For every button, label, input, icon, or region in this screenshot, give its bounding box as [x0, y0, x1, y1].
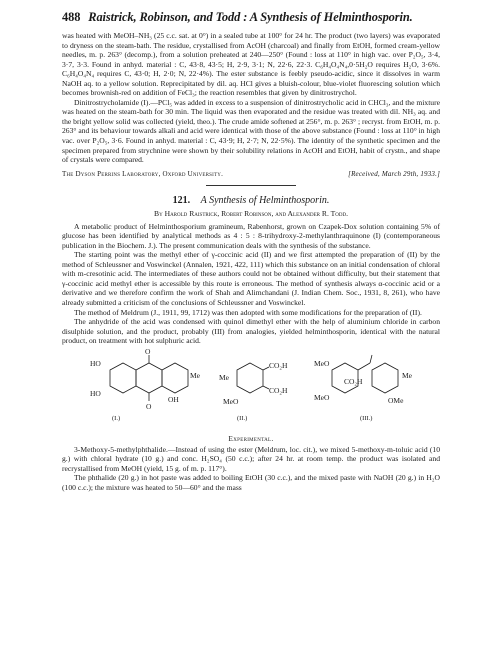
paragraph: The starting point was the methyl ether of γ-coccinic acid (II) and we first attempted the preparation of (II) by the method of Schleussner and Voswinckel (Annalen, 1921, 422, 111) which this substance on an initial condensation of chloral with m-cresotinic acid. The intermediates of these authors could not be obtained without difficulty, but their statement that γ-coccinic acid methyl ether is accessible by this route is erroneous. The method of synthesis always α-coccinic acid or a derivative and we therefore confirm the work of Shah and Alimchandani (J. Indian Chem. Soc., 1931, 8, 261), who have already submitted a criticism of the conclusions of Schleussner and Voswinckel. — [62, 250, 440, 308]
paragraph: The anhydride of the acid was condensed with quinol dimethyl ether with the help of aluminium chloride in carbon disulphide solution, and the product, probably (III) from analogies, yielded helminthosporin, identical with the natural product, on treatment with hot sulphuric acid. — [62, 317, 440, 346]
paragraph: The method of Meldrum (J., 1911, 99, 1712) was then adopted with some modifications for the preparation of (II). — [74, 307, 422, 317]
formula-ii-top: CO₂H — [269, 360, 288, 370]
formula-iii-label: (III.) — [360, 414, 373, 422]
paragraph: 3-Methoxy-5-methylphthalide.—Instead of using the ester (Meldrum, loc. cit.), we mixed 5-methoxy-m-toluic acid (10 g.) with chloral hydrate (10 g.) and conc. H₂SO₄ (50 c.c.); after 24 hr. at room temp. the product was isolated and recrystallised from MeOH (yield, 15 g. of m. p. 117°). — [62, 444, 440, 473]
formula-iii-bottom-right: OMe — [388, 395, 404, 405]
formula-ii-left: Me — [219, 372, 229, 382]
laboratory-name: The Dyson Perrins Laboratory, Oxford University. — [62, 169, 224, 178]
journal-page — [62, 10, 440, 493]
formula-i-bottom-right: OH — [168, 394, 179, 404]
formula-i-top-o: O — [145, 346, 151, 356]
authors: By Harold Raistrick, Robert Robinson, and Alexander R. Todd. — [154, 208, 348, 218]
article-number: 121. — [172, 194, 191, 206]
formula-i-top-left: HO — [90, 358, 101, 368]
formula-iii-bottom-left: MeO — [314, 392, 330, 402]
formula-ii-bottom-left: MeO — [223, 396, 239, 406]
page-number: 488 — [62, 10, 81, 24]
formula-iii-top-left: MeO — [314, 358, 330, 368]
formula-ii-bottom: CO₂H — [269, 385, 288, 395]
formula-iii-mid: CO₂H — [344, 376, 363, 386]
paragraph: A metabolic product of Helminthosporium gramineum, Rabenhorst, grown on Czapek-Dox solution containing 5% of glucose has been identified by analytical methods as 4 : 5 : 8-trihydroxy-2-methylanthraquinone (I) (contemporaneous publication in the Biochem. J.). The present communication deals with the synthesis of the substance. — [62, 221, 440, 250]
paragraph: Dinitrostrycholamide (I).—PCl₅ was added in excess to a suspension of dinitrostrycholic acid in CHCl₃, and the mixture was heated on the steam-bath for 30 min. The liquid was then evaporated and the residue was treated with dil. NH₃ aq. and the bright yellow solid was collected (yield, theo.). The crude amide softened at 256°, m. p. 263° ; recryst. from EtOH, m. p. 263° and its behaviour towards alkali and acid were identical with those of the above substance (Found : loss at 110° in high vac. over P₂O₅, 3·6. Found in anhyd. material : C, 43·9; H, 2·7; N, 22·5%). The identity of the synthetic specimen and the specimen prepared from strychnine were shown by their solubility relations in AcOH and EtOH, habit of crystn., and shape of crystals were compared. — [62, 97, 440, 165]
formula-i-bottom-left: HO — [90, 388, 101, 398]
article-title: A Synthesis of Helminthosporin. — [200, 194, 330, 206]
formula-i — [90, 348, 200, 435]
keto-acid-structure — [314, 348, 434, 430]
affiliation-line — [62, 170, 440, 178]
structural-formulas — [62, 348, 440, 430]
formula-iii — [314, 348, 434, 435]
formula-i-label: (I.) — [112, 414, 121, 422]
formula-ii-label: (II.) — [237, 414, 248, 422]
divider — [206, 185, 296, 186]
paragraph: was heated with MeOH–NH₃ (25 c.c. sat. at 0°) in a sealed tube at 100° for 24 hr. The product (two layers) was evaporated to dryness on the steam-bath. The residue, crystallised from AcOH (charcoal) and finally from EtOH, formed cream-yellow needles, m. p. 263° (decomp.), from a solution preheated at 240—250° (Found : loss at 110° in high vac. over P₂O₅, 3·4, 3·7, 3·3. Found in anhyd. material : C, 43·8, 43·5; H, 2·9, 3·1; N, 22·6, 22·3. C₆H₄O₄N₄,0·5H₂O requires H₂O, 3·6%. C₆H₄O₄N₄ requires C, 43·0; H, 2·0; N, 22·4%). The ester substance is feebly pseudo-acidic, since it dissolves in warm NaOH aq. to a yellow solution. Reprecipitated by dil. aq. HCl gives a bluish-colour, blue-violet fluorescing solution which becomes brownish-red on addition of FeCl₃; the reaction resembles that given by dinitrostrychol. — [62, 31, 440, 98]
anthraquinone-structure — [90, 348, 200, 430]
received-date: [Received, March 29th, 1933.] — [348, 169, 440, 178]
formula-ii — [219, 348, 289, 435]
paragraph: The phthalide (20 g.) in hot paste was added to boiling EtOH (30 c.c.), and the mixed paste with NaOH (20 g.) in H₂O (100 c.c.); the mixture was heated to 50—60° and the mass — [62, 473, 440, 492]
acid-structure — [219, 348, 289, 430]
formula-i-right: Me — [190, 370, 200, 380]
running-title: Raistrick, Robinson, and Todd : A Synthesis of Helminthosporin. — [88, 10, 413, 24]
section-heading: Experimental. — [228, 433, 274, 443]
formula-iii-right: Me — [402, 370, 412, 380]
running-head — [62, 10, 440, 25]
formula-i-bottom-o: O — [146, 401, 152, 411]
article-heading — [62, 195, 440, 206]
